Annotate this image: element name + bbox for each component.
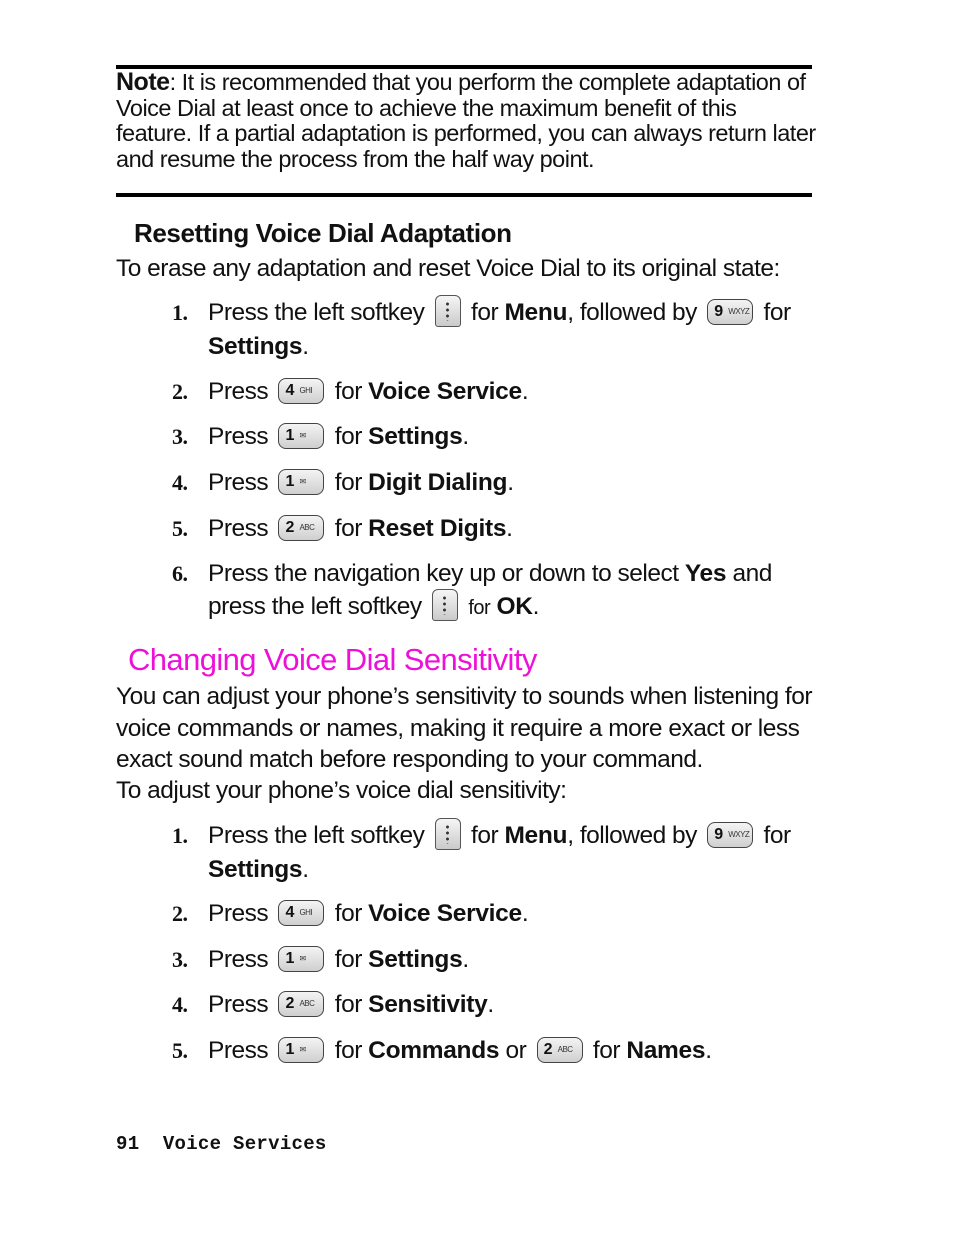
step-text: Press [208,900,269,927]
step-text: and press the left softkey [208,560,772,620]
step-menu-label: Settings [208,332,303,360]
page-footer [116,1133,327,1155]
step-text: for [471,822,499,849]
step-text: Press the left softkey [208,822,425,849]
step-number: 2. [172,901,188,926]
step-text: or [505,1037,527,1064]
key-4-icon: 4 GHI [278,900,324,926]
step-number: 4. [172,992,188,1017]
step-text: for [334,991,362,1018]
step-text: for [334,900,362,927]
left-softkey-icon [435,818,461,850]
step-text: for [468,597,491,619]
step-number: 1. [172,823,188,848]
key-1-icon: 1 ✉ [278,423,324,449]
step-text: for [334,423,362,450]
bottom-rule [116,193,812,197]
step-text: for [334,1037,362,1064]
step-menu-label: Yes [684,560,727,587]
note-label: Note [116,68,170,96]
step-text: Press [208,1037,269,1064]
step-text: for [334,469,362,496]
step-text: Press [208,469,269,496]
step-text: for [763,299,791,326]
step-text: , followed by [567,822,697,849]
step-menu-label: Settings [368,423,463,450]
sensitivity-para-1: You can adjust your phone’s sensitivity to sounds when listening for voice commands or names, making it require a more exact or less exact sound match before responding to your command. [116,683,813,773]
sensitivity-para-2: To adjust your phone’s voice dial sensitivity: [116,777,567,804]
footer-section: Voice Services [162,1133,327,1155]
reset-intro: To erase any adaptation and reset Voice Dial to its original state: [116,255,780,282]
step-text: for [334,378,362,405]
step-menu-label: OK [496,593,533,620]
step-text: for [763,822,791,849]
step-text: for [592,1037,621,1064]
step-number: 1. [172,300,188,325]
step-text: Press the navigation key up or down to select [208,560,679,587]
page-number: 91 [116,1133,140,1155]
step-number: 3. [172,947,188,972]
step-text: Press [208,423,269,450]
step-menu-label: Settings [368,946,463,973]
step-number: 4. [172,470,188,495]
step-text: Press [208,378,269,405]
key-4-icon: 4 GHI [278,378,324,404]
step-text: for [471,299,499,326]
step-menu-label: Voice Service [368,378,522,405]
sensitivity-heading: Changing Voice Dial Sensitivity [128,642,537,677]
step-number: 5. [172,516,188,541]
note-text: : It is recommended that you perform the complete adaptation of Voice Dial at least once to achieve the maximum benefit of this feature. If a partial adaptation is performed, you can always return later and resume the process from the half way point. [116,69,816,172]
step-text: Press [208,515,269,542]
key-1-icon: 1 ✉ [278,469,324,495]
key-2-icon: 2 ABC [537,1037,583,1063]
step-number: 5. [172,1038,188,1063]
key-9-icon: 9 WXYZ [707,299,753,325]
step-menu-label: Sensitivity [368,991,488,1018]
step-menu-label: Commands [368,1037,500,1064]
step-number: 2. [172,379,188,404]
note-block [116,70,816,172]
step-menu-label: Names [626,1037,706,1064]
left-softkey-icon [435,295,461,327]
key-1-icon: 1 ✉ [278,946,324,972]
step-text: Press the left softkey [208,299,425,326]
key-1-icon: 1 ✉ [278,1037,324,1063]
step-text: Press [208,991,269,1018]
step-menu-label: Menu [504,299,568,326]
step-text: Press [208,946,269,973]
step-menu-label: Voice Service [368,900,522,927]
step-text: , followed by [567,299,697,326]
step-menu-label: Reset Digits [368,515,507,542]
step-text: for [334,946,362,973]
key-2-icon: 2 ABC [278,515,324,541]
reset-heading: Resetting Voice Dial Adaptation [134,218,512,248]
step-menu-label: Settings [208,855,303,883]
left-softkey-icon [432,589,458,621]
step-menu-label: Digit Dialing [368,469,508,496]
step-number: 3. [172,424,188,449]
step-number: 6. [172,561,188,586]
key-2-icon: 2 ABC [278,991,324,1017]
key-9-icon: 9 WXYZ [707,822,753,848]
step-menu-label: Menu [504,822,568,849]
step-text: for [334,515,362,542]
